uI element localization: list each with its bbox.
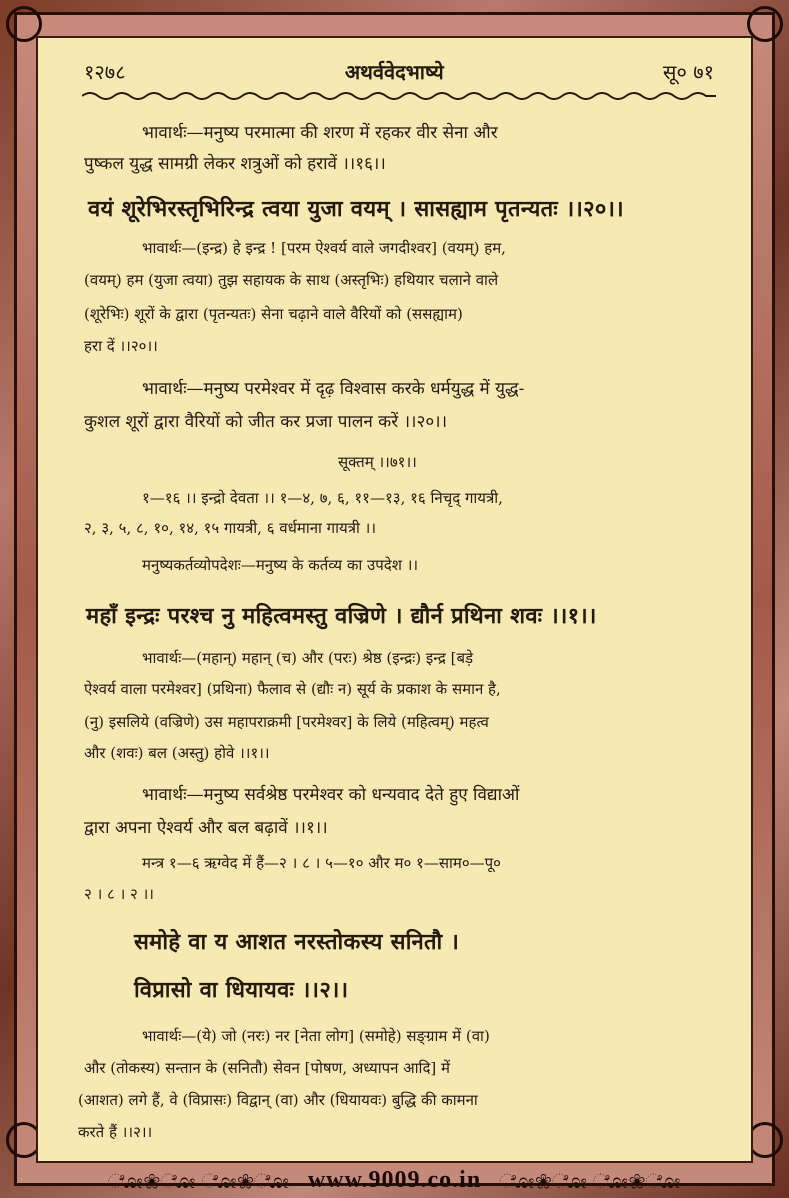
reference-line: २ । ८ । २ ।। (84, 885, 154, 903)
commentary-line: भावार्थः—(ये) जो (नरः) नर [नेता लोग] (समोहे) सङ्ग्राम में (वा) (142, 1027, 490, 1045)
devata-chhanda-line: २, ३, ५, ८, १०, १४, १५ गायत्री, ६ वर्धमाना गायत्री ।। (84, 519, 377, 537)
commentary-line: (नु) इसलिये (वज्रिणे) उस महापराक्रमी [परमेश्वर] के लिये (महित्वम्) महत्व (84, 713, 489, 731)
footer (0, 1163, 789, 1198)
mantra-verse: वयं शूरेभिरस्तृभिरिन्द्र त्वया युजा वयम् । सासह्याम पृतन्यतः ।।२०।। (88, 196, 624, 222)
commentary-line: और (तोकस्य) सन्तान के (सनितौ) सेवन [पोषण, अध्यापन आदि] में (84, 1059, 450, 1077)
commentary-line: हरा दें ।।२०।। (84, 337, 158, 355)
book-title: अथर्ववेदभाष्ये (344, 59, 444, 84)
sukta-reference: सू० ७१ (662, 59, 714, 84)
bhavarth-line: भावार्थः—मनुष्य परमात्मा की शरण में रहकर वीर सेना और (142, 123, 498, 143)
commentary-line: (आशत) लगे हैं, वे (विप्रासः) विद्वान् (वा) और (धियायवः) बुद्धि की कामना (78, 1091, 478, 1109)
reference-line: मन्त्र १—६ ऋग्वेद में हैं—२ । ८ । ५—१० और म० १—साम०—पू० (142, 854, 501, 872)
commentary-line: भावार्थः—(इन्द्र) हे इन्द्र ! [परम ऐश्वर्य वाले जगदीश्वर] (वयम्) हम, (142, 239, 506, 257)
commentary-line: (वयम्) हम (युजा त्वया) तुझ सहायक के साथ (अस्तृभिः) हथियार चलाने वाले (84, 271, 499, 289)
bhavarth-line: द्वारा अपना ऐश्वर्य और बल बढ़ावें ।।१।। (84, 818, 328, 838)
ornament-icon: ೋ❀ೋ ೋ❀ೋ (107, 1168, 290, 1193)
topic-line: मनुष्यकर्तव्योपदेशः—मनुष्य के कर्तव्य का उपदेश ।। (142, 556, 419, 574)
mantra-verse: समोहे वा य आशत नरस्तोकस्य सनितौ । (134, 929, 460, 955)
sukta-heading: सूक्तम् ।।७१।। (338, 453, 417, 471)
bhavarth-line: पुष्कल युद्ध सामग्री लेकर शत्रुओं को हरावें ।।१६।। (84, 154, 386, 174)
bhavarth-line: भावार्थः—मनुष्य परमेश्वर में दृढ़ विश्वास करके धर्मयुद्ध में युद्ध- (142, 379, 525, 399)
commentary-line: (शूरेभिः) शूरों के द्वारा (पृतन्यतः) सेना चढ़ाने वाले वैरियों को (ससह्याम) (84, 305, 463, 323)
mantra-verse: विप्रासो वा धियायवः ।।२।। (134, 977, 349, 1003)
mantra-verse: महाँ इन्द्रः परश्च नु महित्वमस्तु वज्रिणे । द्यौर्न प्रथिना शवः ।।१।। (86, 603, 597, 629)
book-page (36, 36, 753, 1163)
commentary-line: ऐश्वर्य वाला परमेश्वर] (प्रथिना) फैलाव से (द्यौः न) सूर्य के प्रकाश के समान है, (84, 680, 501, 698)
commentary-line: और (शवः) बल (अस्तु) होवे ।।१।। (84, 744, 270, 762)
commentary-line: करते हैं ।।२।। (78, 1123, 153, 1141)
page-header (84, 54, 714, 88)
commentary-line: भावार्थः—(महान्) महान् (च) और (परः) श्रेष्ठ (इन्द्रः) इन्द्र [बड़े (142, 649, 474, 667)
devata-chhanda-line: १—१६ ।। इन्द्रो देवता ।। १—४, ७, ६, ११—१३, १६ निचृद् गायत्री, (142, 489, 503, 507)
website-link[interactable]: www.9009.co.in (307, 1167, 482, 1193)
bhavarth-line: कुशल शूरों द्वारा वैरियों को जीत कर प्रजा पालन करें ।।२०।। (84, 412, 448, 432)
header-divider (82, 90, 716, 102)
bhavarth-line: भावार्थः—मनुष्य सर्वश्रेष्ठ परमेश्वर को धन्यवाद देते हुए विद्याओं (142, 785, 520, 805)
page-number: १२७८ (84, 59, 126, 84)
ornament-icon: ೋ❀ೋ ೋ❀ೋ (499, 1168, 682, 1193)
